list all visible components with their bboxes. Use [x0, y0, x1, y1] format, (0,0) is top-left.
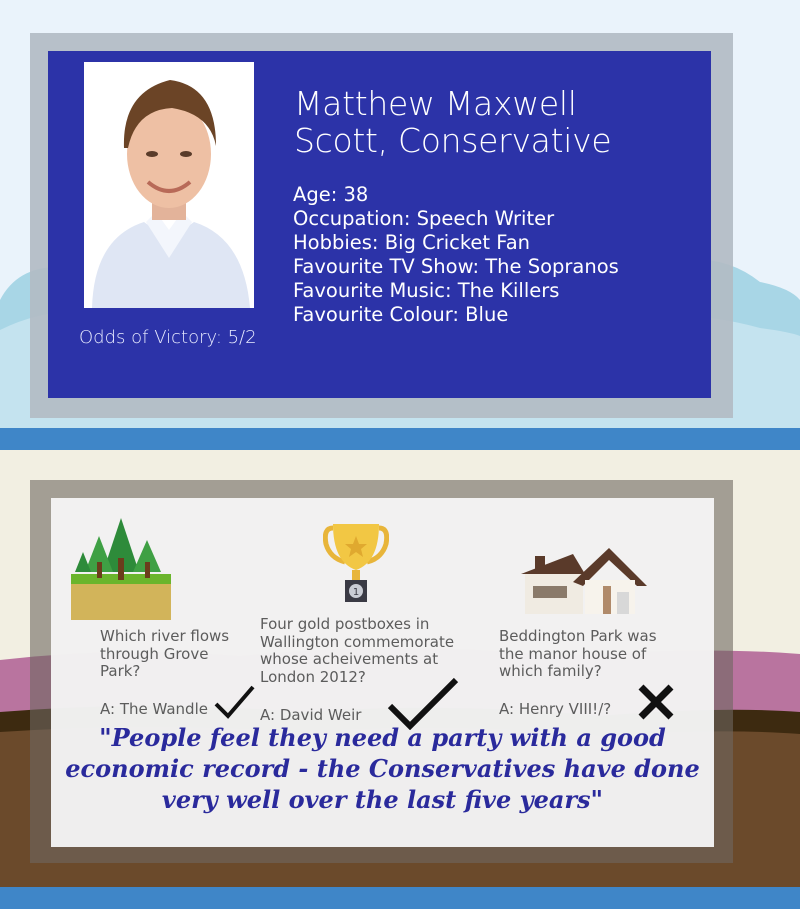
fact-tv-show: Favourite TV Show: The Sopranos — [293, 255, 619, 278]
question-3: Beddington Park was the manor house of which family? — [499, 627, 657, 680]
answer-3: A: Henry VIII!/? — [499, 700, 612, 718]
candidate-facts — [293, 183, 619, 327]
fact-colour: Favourite Colour: Blue — [293, 303, 509, 326]
bottom-band — [0, 887, 800, 909]
trees-icon — [71, 518, 171, 620]
answer-1: A: The Wandle — [100, 700, 208, 718]
trophy-icon — [323, 522, 389, 604]
odds-of-victory: Odds of Victory: 5/2 — [79, 327, 257, 348]
candidate-name: Matthew Maxwell Scott, Conservative — [294, 84, 612, 160]
fact-age: Age: 38 — [293, 183, 369, 206]
fact-hobbies: Hobbies: Big Cricket Fan — [293, 231, 531, 254]
candidate-photo — [84, 62, 254, 308]
question-1: Which river flows through Grove Park? — [100, 627, 230, 680]
profile-card — [48, 51, 711, 398]
question-2: Four gold postboxes in Wallington commemorate whose acheivements at London 2012? — [260, 615, 455, 686]
cross-icon — [636, 682, 676, 722]
fact-music: Favourite Music: The Killers — [293, 279, 560, 302]
fact-occupation: Occupation: Speech Writer — [293, 207, 555, 230]
svg-text:1: 1 — [352, 587, 360, 598]
answer-2: A: David Weir — [260, 706, 362, 724]
divider-band — [0, 428, 800, 450]
house-icon — [513, 546, 649, 618]
quote-text: "People feel they need a party with a good economic record - the Conservatives have done very well over the last five years" — [65, 723, 700, 814]
quiz-card — [51, 498, 714, 847]
checkmark-icon — [213, 684, 255, 720]
